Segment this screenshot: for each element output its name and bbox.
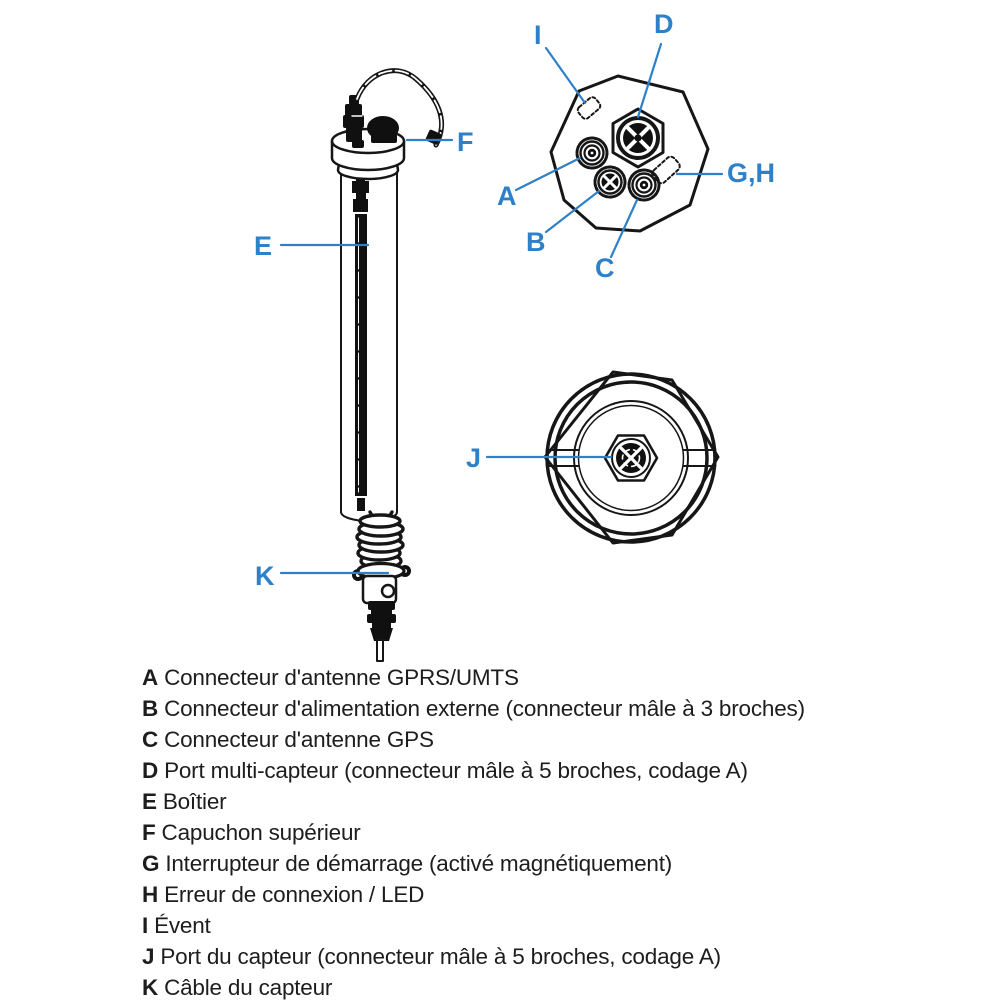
callout-gh: G,H [727,158,776,188]
legend-row-f [142,817,972,848]
legend-letter: C [142,727,159,752]
legend-row-e [142,786,972,817]
legend-text: Boîtier [162,789,227,814]
legend-row-a [142,662,972,693]
legend-letter: G [142,851,160,876]
legend-letter: K [142,975,159,1000]
connector-b-power [595,167,625,197]
legend-text: Câble du capteur [164,975,333,1000]
legend-row-d [142,755,972,786]
spring-coil [357,512,403,568]
callout-j: J [466,443,482,473]
top-view-outline [551,76,708,231]
leader-a [516,158,580,190]
legend-letter: D [142,758,159,783]
legend-row-h [142,879,972,910]
legend-row-i [142,910,972,941]
legend-letter: E [142,789,157,814]
legend-row-j [142,941,972,972]
legend-row-k [142,972,972,1000]
callout-e: E [254,231,273,261]
legend-letter: H [142,882,159,907]
legend-letter: A [142,665,159,690]
legend-text: Connecteur d'alimentation externe (connecteur mâle à 3 broches) [164,696,805,721]
legend-text: Capuchon supérieur [161,820,361,845]
legend-text: Interrupteur de démarrage (activé magnétiquement) [165,851,673,876]
legend-letter: J [142,944,155,969]
legend-letter: F [142,820,156,845]
leader-i [546,48,585,103]
legend-row-b [142,693,972,724]
legend-text: Port multi-capteur (connecteur mâle à 5 broches, codage A) [164,758,748,783]
callout-k: K [255,561,275,591]
cap-hardware [343,95,399,148]
legend [142,662,972,1000]
callout-b: B [526,227,546,257]
vent-i-marker [576,96,602,121]
legend-text: Erreur de connexion / LED [164,882,425,907]
legend-letter: B [142,696,159,721]
callout-i: I [534,20,542,50]
legend-text: Connecteur d'antenne GPS [164,727,434,752]
callout-f: F [457,127,474,157]
legend-text: Évent [154,913,211,938]
legend-text: Connecteur d'antenne GPRS/UMTS [164,665,519,690]
connector-body [363,576,396,603]
callout-d: D [654,9,674,39]
device-top-view [551,76,708,231]
housing-tube [341,164,397,521]
callout-labels [254,9,775,591]
legend-row-g [142,848,972,879]
callout-a: A [497,181,517,211]
legend-row-c [142,724,972,755]
callout-c: C [595,253,615,283]
connector-j-port [605,436,657,481]
inner-housing-strip [352,170,369,511]
connector-a-antenna [577,138,607,168]
legend-letter: I [142,913,149,938]
leader-b [546,191,599,232]
cable-plug [367,601,396,641]
connector-c-gps [629,170,659,200]
sensor-cable [377,640,383,661]
legend-text: Port du capteur (connecteur mâle à 5 broches, codage A) [160,944,721,969]
